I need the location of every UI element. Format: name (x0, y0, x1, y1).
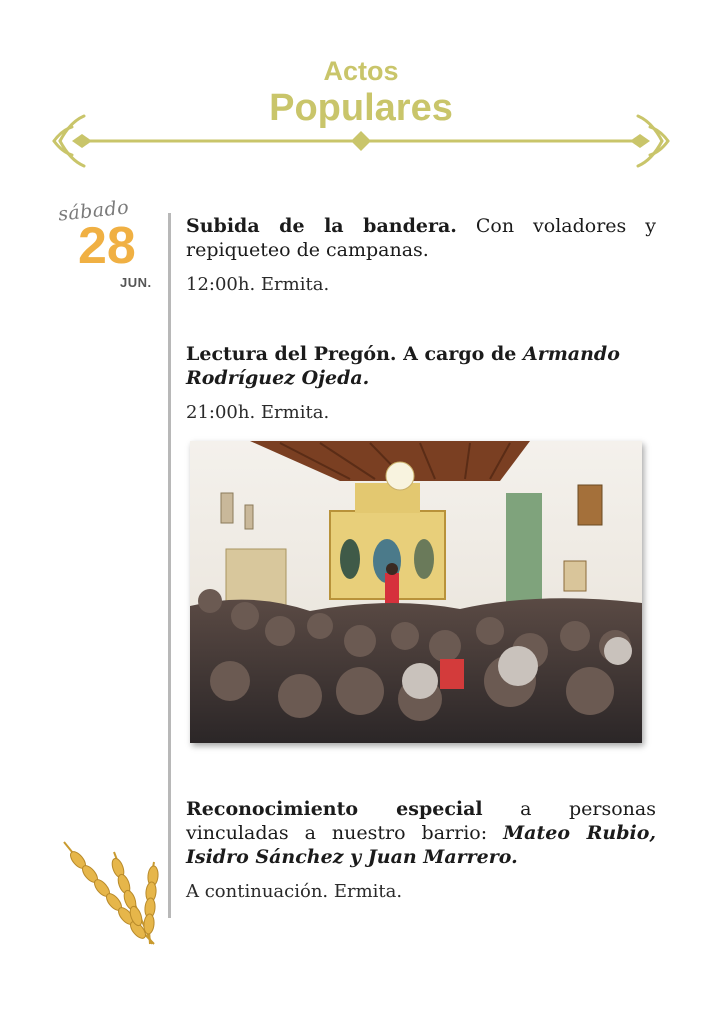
event-description (186, 797, 656, 869)
timeline-line (168, 213, 171, 918)
event-time-place: A continuación. Ermita. (186, 881, 403, 902)
event-detail: a personas vinculadas a nuestro barrio: (186, 798, 656, 844)
date-month: JUN. (120, 275, 152, 290)
title-line2: Populares (269, 87, 453, 129)
event-time-place: 12:00h. Ermita. (186, 274, 330, 295)
date-day: 28 (78, 217, 136, 275)
event-pregon (186, 342, 656, 425)
event-description (186, 214, 656, 262)
page-header (0, 0, 722, 175)
event-description (186, 342, 656, 390)
event-honorees: Mateo Rubio, Isidro Sánchez y Juan Marrero. (186, 822, 656, 868)
event-speaker: Armando Rodríguez Ojeda. (186, 343, 620, 389)
wheat-icon (54, 832, 166, 952)
event-flag-raising (186, 214, 656, 297)
event-title: Lectura del Pregón. A cargo de (186, 343, 523, 365)
chapel-event-photo (190, 441, 642, 743)
event-detail: Con voladores y repiqueteo de campanas. (186, 215, 656, 261)
event-recognition (186, 797, 656, 904)
event-title: Reconocimiento especial (186, 798, 483, 820)
event-title: Subida de la bandera. (186, 215, 457, 237)
title-line1: Actos (323, 56, 399, 86)
event-date (50, 198, 160, 293)
date-weekday: sábado (57, 196, 131, 226)
ornament-divider-icon (48, 110, 674, 172)
event-time-place: 21:00h. Ermita. (186, 402, 330, 423)
